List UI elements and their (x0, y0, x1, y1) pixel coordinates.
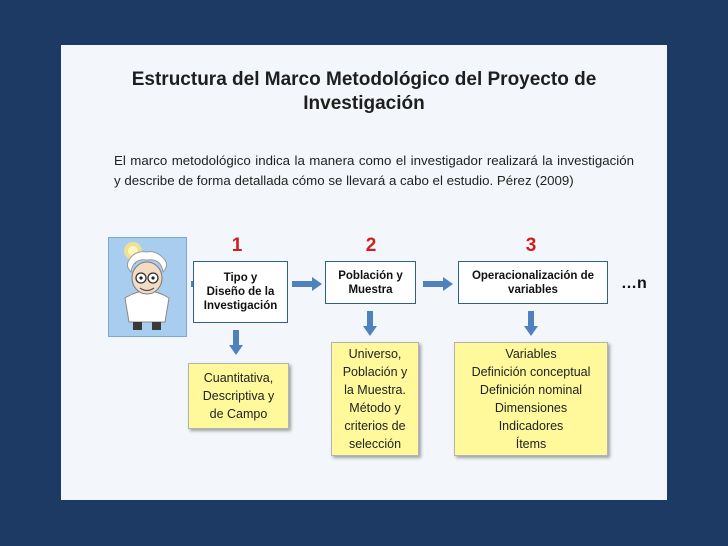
arrow-down-icon (229, 330, 243, 355)
scientist-lightbulb-illustration (108, 237, 187, 337)
step-number-1: 1 (231, 235, 243, 256)
slide-title (61, 68, 667, 116)
step-box-operacionalizacion: Operacionalización de variables (458, 261, 608, 304)
slide (61, 45, 667, 500)
detail-box-operacionalizacion: Variables Definición conceptual Definición nominal Dimensiones Indicadores Ítems (454, 342, 608, 456)
title-line-2: Investigación (303, 93, 425, 114)
intro-paragraph: El marco metodológico indica la manera como el investigador realizará la investigación y describe de forma detallada cómo se llevará a cabo el estudio. Pérez (2009) (114, 153, 634, 188)
arrow-down-icon (524, 311, 538, 336)
detail-box-poblacion-muestra: Universo, Población y la Muestra. Método y criterios de selección (331, 342, 419, 456)
step-number-3: 3 (525, 235, 537, 256)
title-line-1: Estructura del Marco Metodológico del Proyecto de (131, 69, 597, 90)
detail-box-tipo-diseno: Cuantitativa, Descriptiva y de Campo (188, 363, 289, 429)
continuation-mark: …n (621, 275, 647, 292)
arrow-right-icon (423, 277, 453, 291)
step-number-2: 2 (365, 235, 377, 256)
arrow-down-icon (363, 311, 377, 336)
step-box-poblacion-muestra: Población y Muestra (325, 261, 416, 304)
step-box-tipo-diseno: Tipo y Diseño de la Investigación (193, 261, 288, 323)
arrow-right-icon (292, 277, 322, 291)
